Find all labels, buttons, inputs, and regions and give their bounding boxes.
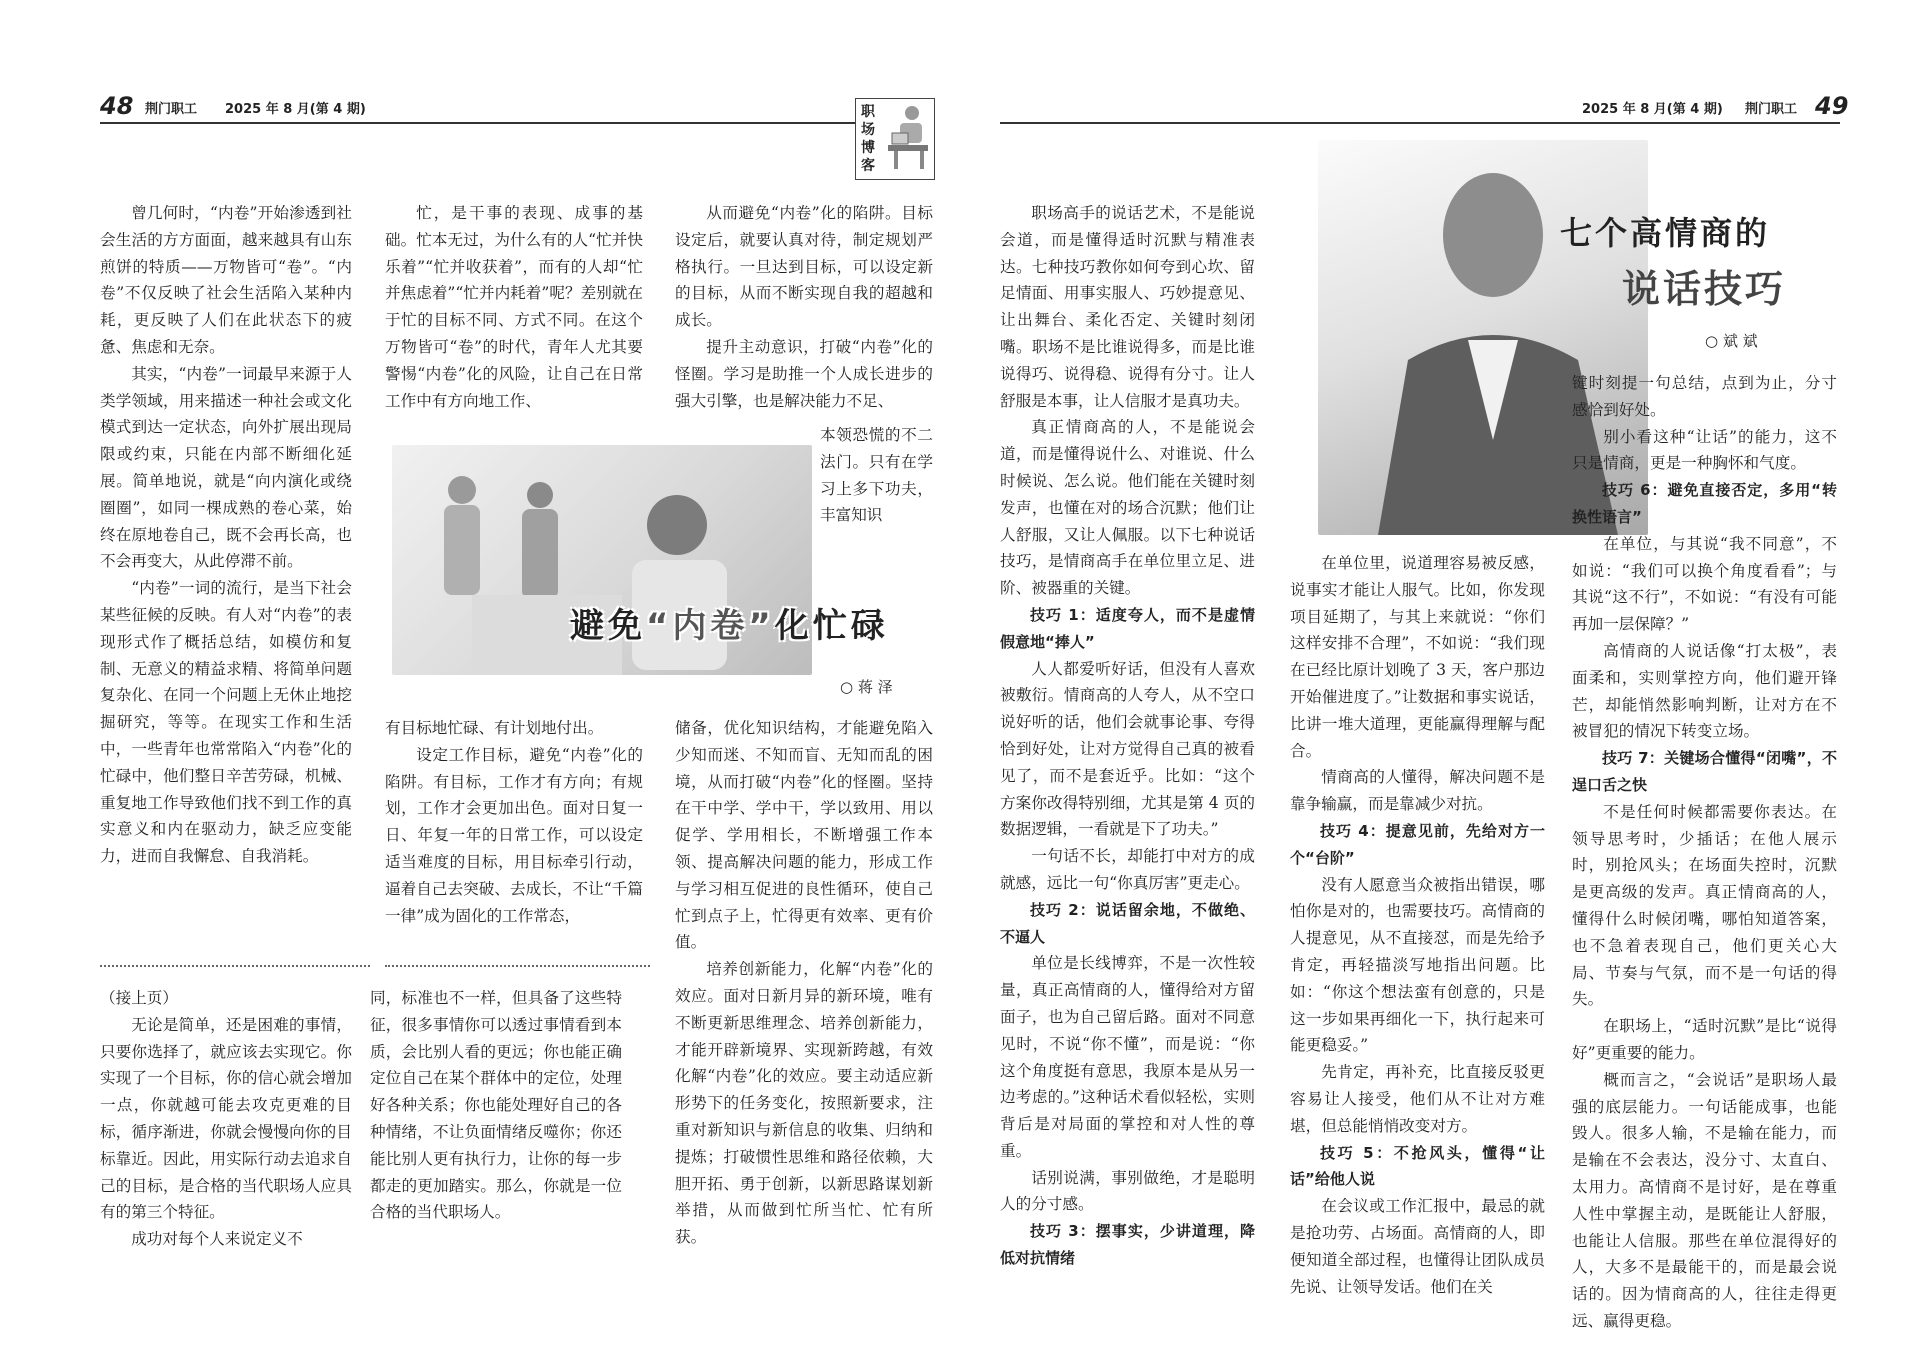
- paragraph: 其实，“内卷”一词最早来源于人类学领域，用来描述一种社会或文化模式到达一定状态，向外扩展出现局限或约束，只能在内部不断细化延展。简单地说，就是“向内演化或绕圈圈”，如同一棵成熟的卷心菜，始终在原地卷自己，既不会再长高，也不会再变大，从此停滞不前。: [100, 364, 352, 571]
- desk-figure-icon: [882, 103, 932, 175]
- left-issue-date: 2025 年 8 月(第 4 期): [225, 102, 366, 117]
- paragraph: 键时刻提一句总结，点到为止，分寸感恰到好处。: [1572, 374, 1837, 419]
- paragraph: 一句话不长，却能打中对方的成就感，远比一句“你真厉害”更走心。: [1000, 847, 1255, 892]
- article1-column-3-mid: [820, 422, 933, 529]
- tip-heading: 技巧 3：摆事实，少讲道理，降低对抗情绪: [1000, 1222, 1255, 1268]
- article1-column-3-bottom: [675, 715, 933, 1251]
- paragraph: 概而言之，“会说话”是职场人最强的底层能力。一句话能成事，也能毁人。很多人输，不是输在能力，而是输在不会表达，没分寸、太直白、太用力。高情商不是讨好，是在尊重人性中掌握主动，是既能让人舒服，也能让人信服。那些在单位混得好的人，大多不是最能干的，而是最会说话的。因为情商高的人，往往走得更远、赢得更稳。: [1572, 1070, 1837, 1330]
- paragraph: 情商高的人懂得，解决问题不是靠争输赢，而是靠减少对抗。: [1290, 768, 1545, 814]
- tip-heading: 技巧 6：避免直接否定，多用“转换性语言”: [1572, 481, 1837, 526]
- paragraph: 先肯定，再补充，比直接反驳更容易让人接受，他们从不让对方难堪，但总能悄悄改变对方。: [1290, 1063, 1545, 1135]
- paragraph: 单位是长线博弈，不是一次性较量，真正高情商的人，懂得给对方留面子，也为自己留后路。面对不同意见时，不说“你不懂”，而是说：“你这个角度挺有意思，我原本是从另一边考虑的。”这种话术看似轻松，实则背后是对局面的掌控和对人性的尊重。: [1000, 954, 1255, 1160]
- paragraph: 高情商的人说话像“打太极”，表面柔和，实则掌控方向，他们避开锋芒，却能悄然影响判断，让对方在不被冒犯的情况下转变立场。: [1572, 641, 1837, 741]
- article1-column-1: [100, 200, 352, 870]
- paragraph: 成功对每个人来说定义不: [131, 1230, 303, 1249]
- right-issue-date: 2025 年 8 月(第 4 期): [1582, 102, 1723, 117]
- tip-heading: 技巧 4：提意见前，先给对方一个“台阶”: [1290, 821, 1545, 867]
- continued-column-1: [100, 985, 352, 1253]
- article1-title-part2: 化忙碌: [774, 606, 889, 646]
- paragraph: 同，标准也不一样，但具备了这些特征，很多事情你可以透过事情看到本质，会比别人看的更远；你也能正确定位自己在某个群体中的定位，处理好各种关系；你也能处理好自己的各种情绪，不让负面情绪反噬你；你还能比别人更有执行力，让你的每一步都走的更加踏实。那么，你就是一位合格的当代职场人。: [370, 989, 622, 1222]
- article1-title-quoted: “内卷”: [646, 606, 775, 646]
- section-separator: [385, 965, 650, 967]
- article2-author: ○ 斌 斌: [1705, 332, 1758, 350]
- article1-title-part1: 避免: [570, 606, 646, 646]
- paragraph: 无论是简单，还是困难的事情，只要你选择了，就应该去实现它。你实现了一个目标，你的信心就会增加一点，你就越可能去攻克更难的目标，循序渐进，你就会慢慢向你的目标靠近。因此，用实际行动去追求自己的目标，是合格的当代职场人应具有的第三个特征。: [100, 1015, 352, 1222]
- paragraph: 在会议或工作汇报中，最忌的就是抢功劳、占场面。高情商的人，即便知道全部过程，也懂得让团队成员先说、让领导发话。他们在关: [1290, 1197, 1545, 1296]
- paragraph: 从而避免“内卷”化的陷阱。目标设定后，就要认真对待，制定规划严格执行。一旦达到目标，可以设定新的目标，从而不断实现自我的超越和成长。: [675, 204, 933, 330]
- left-page-number: 48: [100, 92, 134, 120]
- paragraph: 在职场上，“适时沉默”是比“说得好”更重要的能力。: [1572, 1017, 1837, 1062]
- paragraph: 储备，优化知识结构，才能避免陷入少知而迷、不知而盲、无知而乱的困境，从而打破“内卷”化的怪圈。坚持在干中学、学中干，学以致用、用以促学、学用相长，不断增强工作本领、提高解决问题的能力，形成工作与学习相互促进的良性循环，使自己忙到点子上，忙得更有效率、更有价值。: [675, 719, 933, 952]
- article1-author: ○ 蒋 泽: [840, 678, 893, 696]
- section-separator: [100, 965, 370, 967]
- article1-column-3-top: [675, 200, 933, 414]
- left-header-rule: [100, 122, 855, 124]
- tip-heading: 技巧 5：不抢风头，懂得“让话”给他人说: [1290, 1143, 1545, 1189]
- tip-heading: 技巧 7：关键场合懂得“闭嘴”，不逞口舌之快: [1572, 749, 1837, 794]
- paragraph: 在单位，与其说“我不同意”，不如说：“我们可以换个角度看看”；与其说“这不行”，不如说：“有没有可能再加一层保障？”: [1572, 534, 1837, 634]
- paragraph: 忙，是干事的表现、成事的基础。忙本无过，为什么有的人“忙并快乐着”“忙并收获着”，而有的人却“忙并焦虑着”“忙并内耗着”呢？差别就在于忙的目标不同、方式不同。在这个万物皆可“卷”的时代，青年人尤其要警惕“内卷”化的风险，让自己在日常工作中有方向地工作、: [385, 204, 643, 410]
- article2-title: [1560, 208, 1830, 313]
- article2-column-1: [1000, 200, 1255, 1272]
- paragraph: 话别说满，事别做绝，才是聪明人的分寸感。: [1000, 1168, 1255, 1214]
- right-journal-name: 荆门职工: [1745, 102, 1798, 117]
- article1-column-2-bottom: [385, 715, 643, 929]
- continued-label: （接上页）: [100, 989, 178, 1007]
- tip-heading: 技巧 1：适度夸人，而不是虚情假意地“捧人”: [1000, 605, 1255, 651]
- paragraph: 人人都爱听好话，但没有人喜欢被敷衍。情商高的人夸人，从不空口说好听的话，他们会就事论事、夸得恰到好处，让对方觉得自己真的被看见了，而不是套近乎。比如：“这个方案你改得特别细，尤其是第 4 页的数据逻辑，一看就是下了功夫。”: [1000, 659, 1255, 839]
- paragraph: “内卷”一词的流行，是当下社会某些征候的反映。有人对“内卷”的表现形式作了概括总结，如模仿和复制、无意义的精益求精、将简单问题复杂化、在同一个问题上无休止地挖掘研究，等等。在现实工作和生活中，一些青年也常常陷入“内卷”化的忙碌中，他们整日辛苦劳碌，机械、重复地工作导致他们找不到工作的真实意义和内在驱动力，缺乏应变能力，进而自我懈怠、自我消耗。: [100, 579, 352, 866]
- right-header-rule: [1000, 122, 1840, 124]
- section-tag-box: [855, 98, 935, 180]
- paragraph: 没有人愿意当众被指出错误，哪怕你是对的，也需要技巧。高情商的人提意见，从不直接怼，而是先给予肯定，再轻描淡写地指出问题。比如：“你这个想法蛮有创意的，只是这一步如果再细化一下，执行起来可能更稳妥。”: [1290, 875, 1545, 1055]
- paragraph: 不是任何时候都需要你表达。在领导思考时，少插话；在他人展示时，别抢风头；在场面失控时，沉默是更高级的发声。真正情商高的人，懂得什么时候闭嘴，哪怕知道答案，也不急着表现自己，他们更关心大局、节奏与气氛，而不是一句话的得失。: [1572, 802, 1837, 1009]
- article2-title-line1: 七个高情商的: [1560, 214, 1771, 252]
- continued-column-2: [370, 985, 622, 1226]
- paragraph: 在单位里，说道理容易被反感，说事实才能让人服气。比如，你发现项目延期了，与其上来就说：“你们这样安排不合理”，不如说：“我们现在已经比原计划晚了 3 天，客户那边开始催进度了。”让数据和事实说话，比讲一堆大道理，更能赢得理解与配合。: [1290, 554, 1545, 760]
- article2-title-line2: 说话技巧: [1622, 267, 1787, 311]
- section-tag-label: 职场博客: [861, 104, 875, 174]
- paragraph: 培养创新能力，化解“内卷”化的效应。面对日新月异的新环境，唯有不断更新思维理念、培养创新能力，才能开辟新境界、实现新跨越，有效化解“内卷”化的效应。要主动适应新形势下的任务变化，按照新要求，注重对新知识与新信息的收集、归纳和提炼；打破惯性思维和路径依赖，大胆开拓、勇于创新，以新思路谋划新举措，从而做到忙所当忙、忙有所获。: [675, 960, 933, 1247]
- article2-column-2: [1290, 550, 1545, 1300]
- paragraph: 职场高手的说话艺术，不是能说会道，而是懂得适时沉默与精准表达。七种技巧教你如何夸到心坎、留足情面、用事实服人、巧妙提意见、让出舞台、柔化否定、关键时刻闭嘴。职场不是比谁说得多，而是比谁说得巧、说得稳、说得有分寸。让人舒服是本事，让人信服才是真功夫。: [1000, 204, 1255, 410]
- paragraph: 别小看这种“让话”的能力，这不只是情商，更是一种胸怀和气度。: [1572, 427, 1837, 473]
- article2-column-3: [1572, 370, 1837, 1335]
- article1-title: [570, 598, 889, 647]
- paragraph: 本领恐慌的不二法门。只有在学习上多下功夫，丰富知识: [820, 426, 933, 525]
- paragraph: 设定工作目标，避免“内卷”化的陷阱。有目标，工作才有方向；有规划，工作才会更加出色。面对日复一日、年复一年的日常工作，可以设定适当难度的目标，用目标牵引行动，逼着自己去突破、去成长，不让“千篇一律”成为固化的工作常态，: [385, 745, 643, 925]
- right-page-number: 49: [1815, 92, 1849, 120]
- left-journal-name: 荆门职工: [145, 102, 198, 117]
- paragraph: 有目标地忙碌、有计划地付出。: [385, 719, 604, 737]
- paragraph: 曾几何时，“内卷”开始渗透到社会生活的方方面面，越来越具有山东煎饼的特质——万物皆可“卷”。“内卷”不仅反映了社会生活陷入某种内耗，更反映了人们在此状态下的疲惫、焦虑和无奈。: [100, 204, 352, 356]
- article1-column-2-top: [385, 200, 643, 414]
- paragraph: 真正情商高的人，不是能说会道，而是懂得说什么、对谁说、什么时候说、怎么说。他们能在关键时刻发声，也懂在对的场合沉默；他们让人舒服，又让人佩服。以下七种说话技巧，是情商高手在单位里立足、进阶、被器重的关键。: [1000, 418, 1255, 598]
- paragraph: 提升主动意识，打破“内卷”化的怪圈。学习是助推一个人成长进步的强大引擎，也是解决能力不足、: [675, 337, 933, 410]
- tip-heading: 技巧 2：说话留余地，不做绝、不逼人: [1000, 900, 1255, 946]
